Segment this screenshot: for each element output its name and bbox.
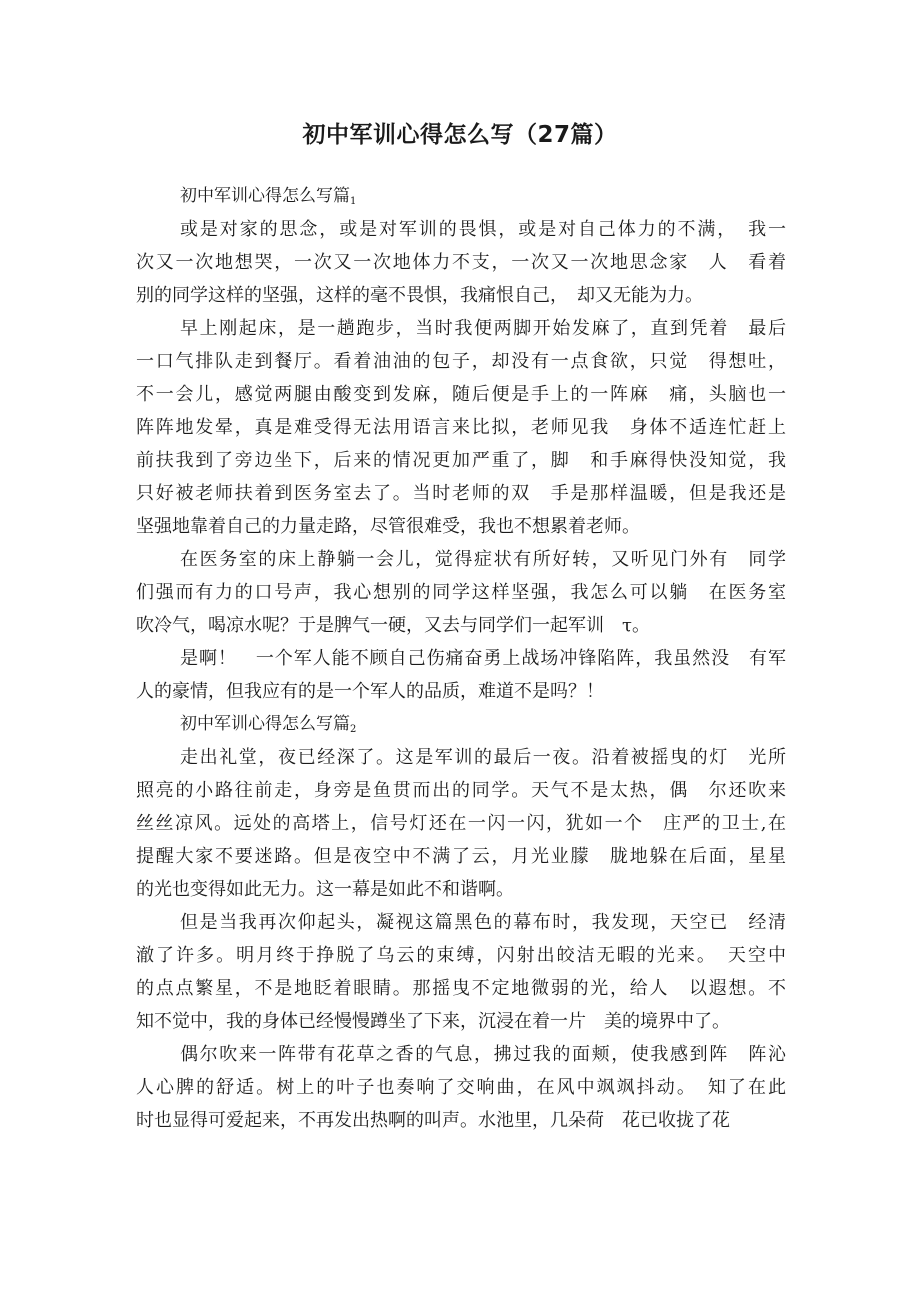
paragraph-line: 们强而有力的口号声，我心想别的同学这样坚强，我怎么可以躺 在医务室	[136, 582, 786, 603]
paragraph-line: 照亮的小路往前走，身旁是鱼贯而出的同学。天气不是太热，偶 尔还吹来	[136, 780, 786, 801]
paragraph-line: 早上刚起床，是一趟跑步，当时我便两脚开始发麻了，直到凭着 最后	[180, 318, 786, 339]
paragraph-line: 前扶我到了旁边坐下，后来的情况更加严重了，脚 和手麻得快没知觉，我	[136, 450, 786, 471]
paragraph-line: 一口气排队走到餐厅。看着油油的包子，却没有一点食欲，只觉 得想吐，	[136, 351, 786, 372]
paragraph-line: 阵阵地发晕，真是难受得无法用语言来比拟，老师见我 身体不适连忙赶上	[136, 417, 786, 438]
paragraph	[136, 906, 786, 1038]
paragraph-line: 走出礼堂，夜已经深了。这是军训的最后一夜。沿着被摇曳的灯 光所	[180, 747, 786, 768]
paragraph-line: 次又一次地想哭，一次又一次地体力不支，一次又一次地思念家 人 看着	[136, 252, 786, 273]
paragraph-line: 人的豪情，但我应有的是一个军人的品质，难道不是吗？！	[136, 681, 604, 702]
section-heading-text: 初中军训心得怎么写篇	[180, 186, 350, 206]
paragraph-line: 坚强地靠着自己的力量走路，尽管很难受，我也不想累着老师。	[136, 516, 640, 537]
paragraph-line: 或是对家的思念，或是对军训的畏惧，或是对自己体力的不满， 我一	[180, 219, 786, 240]
paragraph	[136, 312, 786, 543]
section-heading	[136, 708, 786, 741]
paragraph-line: 的点点繁星，不是地眨着眼睛。那摇曳不定地微弱的光，给人 以遐想。不	[136, 978, 786, 999]
section-heading-number: 1	[350, 196, 357, 207]
document-title: 初中军训心得怎么写（27篇）	[302, 122, 618, 148]
paragraph-line: 澈了许多。明月终于挣脱了乌云的束缚，闪射出皎洁无暇的光来。 天空中	[136, 945, 786, 966]
section-heading-number: 2	[350, 724, 357, 735]
paragraph	[136, 543, 786, 642]
paragraph-line: 的光也变得如此无力。这一幕是如此不和谐啊。	[136, 879, 514, 900]
paragraph-line: 时也显得可爱起来，不再发出热啊的叫声。水池里，几朵荷 花已收拢了花	[136, 1110, 730, 1131]
paragraph-line: 偶尔吹来一阵带有花草之香的气息，拂过我的面颊，使我感到阵 阵沁	[180, 1044, 786, 1065]
document-body	[136, 180, 786, 1137]
paragraph-line: 提醒大家不要迷路。但是夜空中不满了云，月光业朦 胧地躲在后面，星星	[136, 846, 786, 867]
paragraph-line: 丝丝凉风。远处的高塔上，信号灯还在一闪一闪，犹如一个 庄严的卫士,在	[136, 813, 786, 834]
paragraph-line: 在医务室的床上静躺一会儿，觉得症状有所好转，又听见门外有 同学	[180, 549, 786, 570]
paragraph-line: 知不觉中，我的身体已经慢慢蹲坐了下来，沉浸在着一片 美的境界中了。	[136, 1011, 730, 1032]
section-heading-text: 初中军训心得怎么写篇	[180, 714, 350, 734]
section-heading	[136, 180, 786, 213]
paragraph	[136, 213, 786, 312]
paragraph-line: 只好被老师扶着到医务室去了。当时老师的双 手是那样温暖，但是我还是	[136, 483, 786, 504]
paragraph-line: 人心脾的舒适。树上的叶子也奏响了交响曲，在风中飒飒抖动。 知了在此	[136, 1077, 786, 1098]
paragraph-line: 吹冷气，喝凉水呢？于是脾气一硬，又去与同学们一起军训 τ。	[136, 615, 650, 636]
paragraph-line: 但是当我再次仰起头，凝视这篇黑色的幕布时，我发现，天空已 经清	[180, 912, 786, 933]
paragraph-line: 是啊！ 一个军人能不顾自己伤痛奋勇上战场冲锋陷阵，我虽然没 有军	[180, 648, 786, 669]
paragraph	[136, 1038, 786, 1137]
paragraph-line: 不一会儿，感觉两腿由酸变到发麻，随后便是手上的一阵麻 痛，头脑也一	[136, 384, 786, 405]
paragraph	[136, 642, 786, 708]
paragraph-line: 别的同学这样的坚强，这样的毫不畏惧，我痛恨自己， 却又无能为力。	[136, 285, 703, 306]
paragraph	[136, 741, 786, 906]
